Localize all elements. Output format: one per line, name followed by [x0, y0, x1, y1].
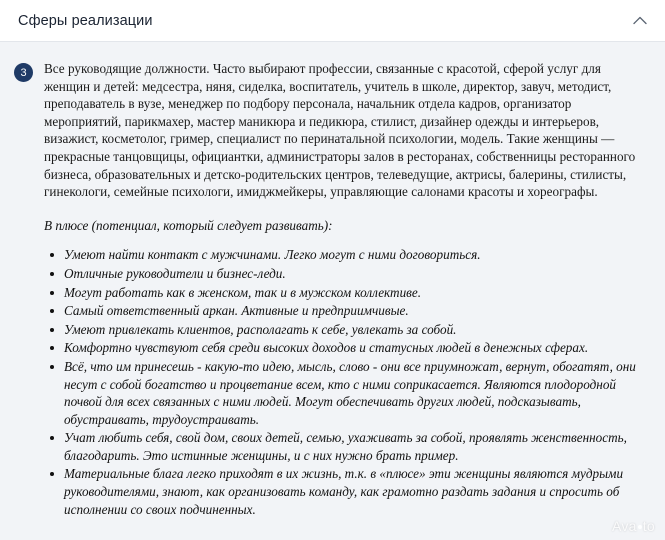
text-block [33, 60, 649, 519]
body-paragraph: Все руководящие должности. Часто выбирают профессии, связанные с красотой, сферой услуг для женщин и детей: медсестра, няня, сиделка, воспитатель, учитель в школе, директор, завуч, методист, преподаватель в вузе, менеджер по подбору персонала, начальник отдела кадров, организатор мероприятий, парикмахер, мастер маникюра и педикюра, стилист, дизайнер одежды и интерьеров, визажист, косметолог, гример, специалист по перинатальной психологии, модель. Такие женщины — прекрасные танцовщицы, официантки, администраторы залов в ресторанах, собственницы ресторанного бизнеса, образовательных и детско-родительских центров, телеведущие, актрисы, балерины, стилисты, гинекологи, семейные психологи, имиджмейкеры, управляющие салонами красоты и хореографы. [44, 61, 636, 200]
section-header[interactable] [0, 0, 665, 42]
subheading: В плюсе (потенциал, который следует развивать): [44, 217, 333, 233]
watermark-dot-icon [638, 525, 642, 529]
bullet-list [44, 246, 649, 518]
list-item: Учат любить себя, свой дом, своих детей, семью, ухаживать за собой, проявлять женственность, благодарить. Это истинные женщины, и с них нужно брать пример. [44, 429, 649, 464]
list-item: Могут работать как в женском, так и в мужском коллективе. [44, 284, 649, 302]
watermark-left: Ava [611, 518, 637, 534]
chevron-up-icon[interactable] [633, 14, 647, 28]
section-content [0, 42, 665, 519]
watermark [612, 518, 655, 534]
list-item: Умеют найти контакт с мужчинами. Легко могут с ними договориться. [44, 246, 649, 264]
list-item: Отличные руководители и бизнес-леди. [44, 265, 649, 283]
numbered-block [14, 60, 649, 519]
list-item: Материальные блага легко приходят в их жизнь, т.к. в «плюсе» эти женщины являются мудрыми руководителями, знают, как организовать команду, как грамотно раздать задания и спросить об исполнении со своих подчиненных. [44, 465, 649, 518]
list-item: Умеют привлекать клиентов, располагать к себе, увлекать за собой. [44, 321, 649, 339]
section-number-badge: 3 [14, 63, 33, 82]
list-item: Самый ответственный аркан. Активные и предприимчивые. [44, 302, 649, 320]
watermark-right: to [642, 518, 655, 534]
page-title: Сферы реализации [18, 12, 153, 29]
list-item: Комфортно чувствуют себя среди высоких доходов и статусных людей в денежных сферах. [44, 339, 649, 357]
list-item: Всё, что им принесешь - какую-то идею, мысль, слово - они все приумножат, вернут, обогатят, они несут с собой богатство и процветание всем, кто с ними соприкасается. Являются плодородной почвой для всех связанных с ними людей. Могут обеспечивать других людей, подсказывать, обустраивать, трудоустраивать. [44, 358, 649, 428]
